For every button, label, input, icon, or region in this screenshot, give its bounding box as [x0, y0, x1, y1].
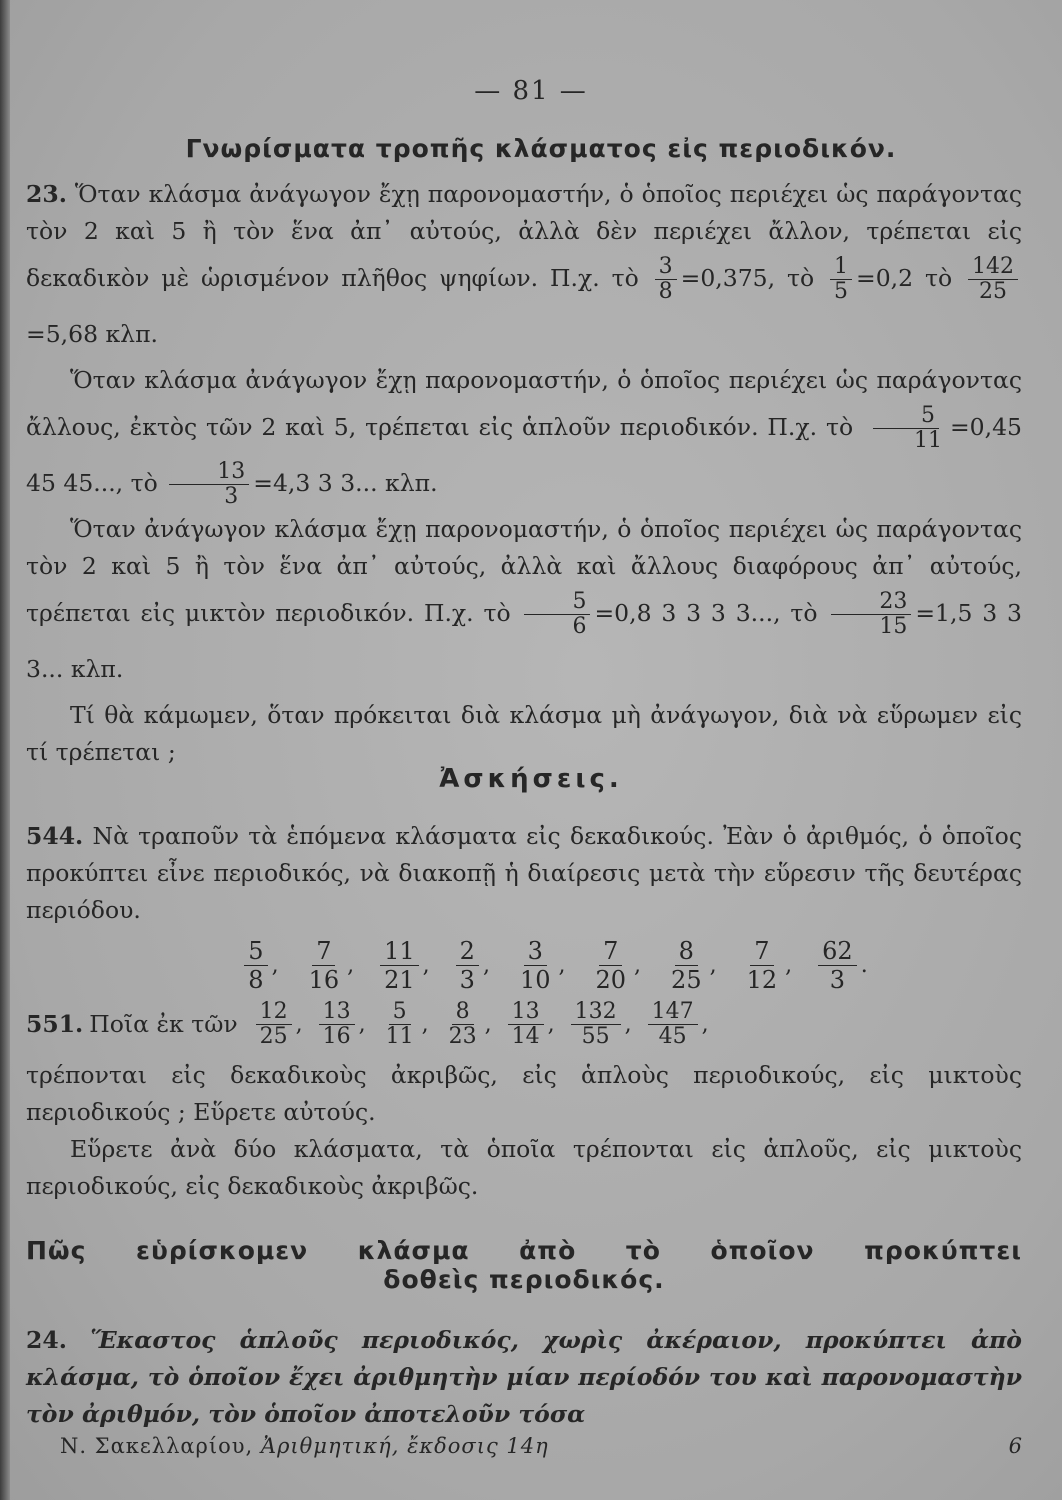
denominator: 15	[879, 614, 908, 639]
numerator: 12	[256, 1000, 292, 1025]
fraction	[305, 937, 344, 994]
fraction-item	[588, 937, 642, 994]
denominator: 12	[746, 966, 778, 994]
fraction	[380, 937, 419, 994]
fraction-item	[376, 937, 430, 994]
numerator: 5	[244, 937, 267, 966]
fraction	[830, 255, 852, 304]
exercise-551-text-2: Εὕρετε ἀνὰ δύο κλάσματα, τὰ ὁποῖα τρέπονται εἰς ἁπλοῦς, εἰς μικτοὺς περιοδικούς, εἰς δεκαδικοὺς ἀκριβῶς.	[26, 1135, 1022, 1200]
numerator: 13	[319, 1000, 355, 1025]
example-prefix: Π.χ. τὸ	[423, 599, 511, 627]
fraction-separator: ,	[422, 953, 430, 978]
result: =0,2 τὸ	[856, 264, 953, 292]
numerator: 132	[571, 1000, 621, 1025]
fraction	[648, 1000, 698, 1049]
fraction	[319, 1000, 355, 1049]
paragraph-3	[26, 511, 1022, 697]
denominator: 3	[459, 966, 475, 994]
result: =0,8 3 3 3 3..., τὸ	[594, 599, 818, 627]
numerator: 3	[524, 937, 547, 966]
fraction-separator: ,	[347, 953, 355, 978]
numerator: 5	[524, 590, 590, 615]
heading-line-1: Πῶς εὑρίσκομεν κλάσμα ἀπὸ τὸ ὁποῖον προκύπτει	[26, 1236, 1022, 1265]
fraction-separator: ,	[624, 1012, 632, 1037]
fraction-separator: ,	[709, 953, 717, 978]
fraction	[866, 404, 946, 453]
numerator: 1	[830, 255, 852, 280]
heading-find-fraction	[26, 1236, 1022, 1294]
exercise-number: 544.	[26, 822, 84, 850]
numerator: 142	[968, 255, 1018, 280]
numerator: 62	[818, 937, 857, 966]
footer-author: Ν. Σακελλαρίου,	[60, 1434, 254, 1458]
paragraph-2-text: Ὅταν κλάσμα ἀνάγωγον ἔχῃ παρονομαστήν, ὁ ὁποῖος περιέχει ὡς παράγοντας ἄλλους, ἐκτὸς τῶν 2 καὶ 5, τρέπεται εἰς ἁπλοῦν περιοδικόν.	[26, 366, 1022, 441]
fraction	[571, 1000, 621, 1049]
paragraph-2	[26, 362, 1022, 511]
example-prefix: Π.χ. τὸ	[550, 264, 639, 292]
section-number: 24.	[26, 1326, 67, 1354]
denominator: 23	[448, 1024, 477, 1049]
heading-exercises: Ἀσκήσεις.	[439, 764, 623, 794]
fraction-item	[663, 937, 717, 994]
fraction-separator: ,	[271, 953, 279, 978]
fraction	[655, 255, 677, 304]
fraction-separator: ,	[701, 1012, 709, 1037]
denominator: 3	[224, 484, 239, 509]
fraction-separator: ,	[482, 953, 490, 978]
exercise-number: 551.	[26, 1010, 84, 1038]
denominator: 11	[913, 428, 942, 453]
denominator: 5	[834, 279, 848, 304]
fraction-separator: ,	[421, 1012, 429, 1037]
fraction	[244, 937, 267, 994]
denominator: 3	[829, 966, 846, 994]
fraction	[743, 937, 782, 994]
denominator: 8	[248, 966, 264, 994]
fraction	[169, 460, 249, 509]
section-24	[26, 1322, 1022, 1433]
denominator: 45	[658, 1024, 687, 1049]
exercise-551-lead	[26, 1000, 1022, 1049]
footer-sheet-number: 6	[1008, 1434, 1022, 1458]
fraction-item	[315, 1000, 366, 1049]
paragraph-1-text: Ὅταν κλάσμα ἀνάγωγον ἔχῃ παρονομαστήν, ὁ ὁποῖος περιέχει ὡς παράγοντας τὸν 2 καὶ 5 ἢ τὸν ἕνα ἀπ᾽ αὐτούς, ἀλλὰ δὲν περιέχει ἄλλον, τρέπεται εἰς δεκαδικὸν μὲ ὡρισμένον πλῆθος ψηφίων.	[26, 180, 1022, 292]
fraction	[592, 937, 631, 994]
fraction-item	[240, 937, 278, 994]
fraction	[256, 1000, 292, 1049]
paragraph-4: Τί θὰ κάμωμεν, ὅταν πρόκειται διὰ κλάσμα μὴ ἀνάγωγον, διὰ νὰ εὕρωμεν εἰς τί τρέπεται ;	[26, 701, 1022, 766]
denominator: 21	[384, 966, 415, 994]
fraction-separator: ,	[547, 1012, 555, 1037]
numerator: 147	[648, 1000, 698, 1025]
denominator: 20	[595, 966, 627, 994]
example-prefix: Π.χ. τὸ	[767, 413, 854, 441]
fraction-separator: .	[860, 953, 868, 978]
fraction-item	[441, 1000, 492, 1049]
denominator: 25	[259, 1024, 288, 1049]
fraction	[516, 937, 555, 994]
fraction-item	[739, 937, 793, 994]
page-footer	[60, 1434, 1022, 1458]
denominator: 11	[385, 1024, 414, 1049]
exercise-544-text-block	[26, 818, 1022, 929]
fraction-item	[452, 937, 490, 994]
fraction-item	[252, 1000, 303, 1049]
heading-periodic-conversion: Γνωρίσματα τροπῆς κλάσματος εἰς περιοδικόν.	[185, 134, 897, 163]
fraction-separator: ,	[295, 1012, 303, 1037]
fraction-item	[301, 937, 355, 994]
denominator: 16	[308, 966, 340, 994]
numerator: 8	[452, 1000, 474, 1025]
fraction-list-551	[252, 1000, 709, 1049]
fraction-separator: ,	[358, 1012, 366, 1037]
fraction-separator: ,	[634, 953, 642, 978]
denominator: 25	[978, 279, 1007, 304]
footer-citation	[60, 1434, 549, 1458]
numerator: 5	[873, 404, 939, 429]
example-prefix: τὸ	[786, 264, 815, 292]
denominator: 16	[322, 1024, 351, 1049]
section-24-paragraph	[26, 1322, 1022, 1433]
fraction-item	[814, 937, 868, 994]
denominator: 55	[581, 1024, 610, 1049]
denominator: 14	[511, 1024, 540, 1049]
page-number: — 81 —	[474, 76, 588, 106]
fraction-item	[504, 1000, 555, 1049]
result: =1,5 3 3 3... κλπ.	[26, 599, 1022, 683]
page-edge-shadow	[0, 0, 10, 1500]
fraction-separator: ,	[484, 1012, 492, 1037]
footer-title: Ἀριθμητική, ἔκδοσις 14η	[260, 1434, 549, 1458]
fraction-separator: ,	[785, 953, 793, 978]
fraction	[456, 937, 479, 994]
result: =5,68 κλπ.	[26, 320, 158, 348]
numerator: 11	[380, 937, 419, 966]
numerator: 13	[508, 1000, 544, 1025]
fraction	[445, 1000, 481, 1049]
numerator: 7	[312, 937, 335, 966]
section-number: 23.	[26, 180, 67, 208]
numerator: 3	[655, 255, 677, 280]
numerator: 5	[389, 1000, 411, 1025]
exercise-551-text-1: τρέπονται εἰς δεκαδικοὺς ἀκριβῶς, εἰς ἁπλοὺς περιοδικούς, εἰς μικτοὺς περιοδικούς ; Εὕρετε αὐτούς.	[26, 1061, 1022, 1126]
fraction	[968, 255, 1018, 304]
exercise-544-text: Νὰ τραποῦν τὰ ἑπόμενα κλάσματα εἰς δεκαδικούς. Ἐὰν ὁ ἀριθμός, ὁ ὁποῖος προκύπτει εἶνε περιοδικός, νὰ διακοπῇ ἡ διαίρεσις μετὰ τὴν εὕρεσιν τῆς δευτέρας περιόδου.	[26, 822, 1022, 924]
paragraph-3-text: Ὅταν ἀνάγωγον κλάσμα ἔχῃ παρονομαστήν, ὁ ὁποῖος περιέχει ὡς παράγοντας τὸν 2 καὶ 5 ἢ τὸν ἕνα ἀπ᾽ αὐτούς, ἀλλὰ καὶ ἄλλους διαφόρους ἀπ᾽ αὐτούς, τρέπεται εἰς μικτὸν περιοδικόν.	[26, 515, 1022, 627]
fraction	[667, 937, 706, 994]
fraction	[382, 1000, 418, 1049]
result: =4,3 3 3... κλπ.	[253, 469, 438, 497]
denominator: 10	[519, 966, 551, 994]
numerator: 23	[831, 590, 911, 615]
exercise-551	[26, 1000, 1022, 1205]
fraction-separator: ,	[558, 953, 566, 978]
fraction	[831, 590, 911, 639]
numerator: 8	[675, 937, 698, 966]
fraction	[818, 937, 857, 994]
fraction-item	[644, 1000, 709, 1049]
exercise-551-lead-text: Ποῖα ἐκ τῶν	[89, 1010, 238, 1038]
fraction-list-544	[26, 929, 1022, 1000]
result: =0,375,	[680, 264, 776, 292]
fraction-item	[378, 1000, 429, 1049]
numerator: 7	[750, 937, 773, 966]
denominator: 8	[658, 279, 673, 304]
numerator: 13	[169, 460, 249, 485]
numerator: 7	[599, 937, 622, 966]
fraction-item	[512, 937, 566, 994]
denominator: 6	[572, 614, 587, 639]
fraction-item	[567, 1000, 632, 1049]
section-24-text: Ἕκαστος ἁπλοῦς περιοδικός, χωρὶς ἀκέραιον, προκύπτει ἀπὸ κλάσμα, τὸ ὁποῖον ἔχει ἀριθμητὴν μίαν περίοδόν του καὶ παρονομαστὴν τὸν ἀριθμόν, τὸν ὁποῖον ἀποτελοῦν τόσα	[26, 1326, 1022, 1428]
paragraph-1	[26, 176, 1022, 362]
exercise-544	[26, 818, 1022, 1000]
heading-line-2: δοθεὶς περιοδικός.	[383, 1265, 665, 1294]
fraction	[508, 1000, 544, 1049]
result: =0,45 45 45..., τὸ	[26, 413, 1022, 497]
numerator: 2	[456, 937, 479, 966]
section-23	[26, 176, 1022, 771]
denominator: 25	[671, 966, 702, 994]
fraction	[524, 590, 590, 639]
